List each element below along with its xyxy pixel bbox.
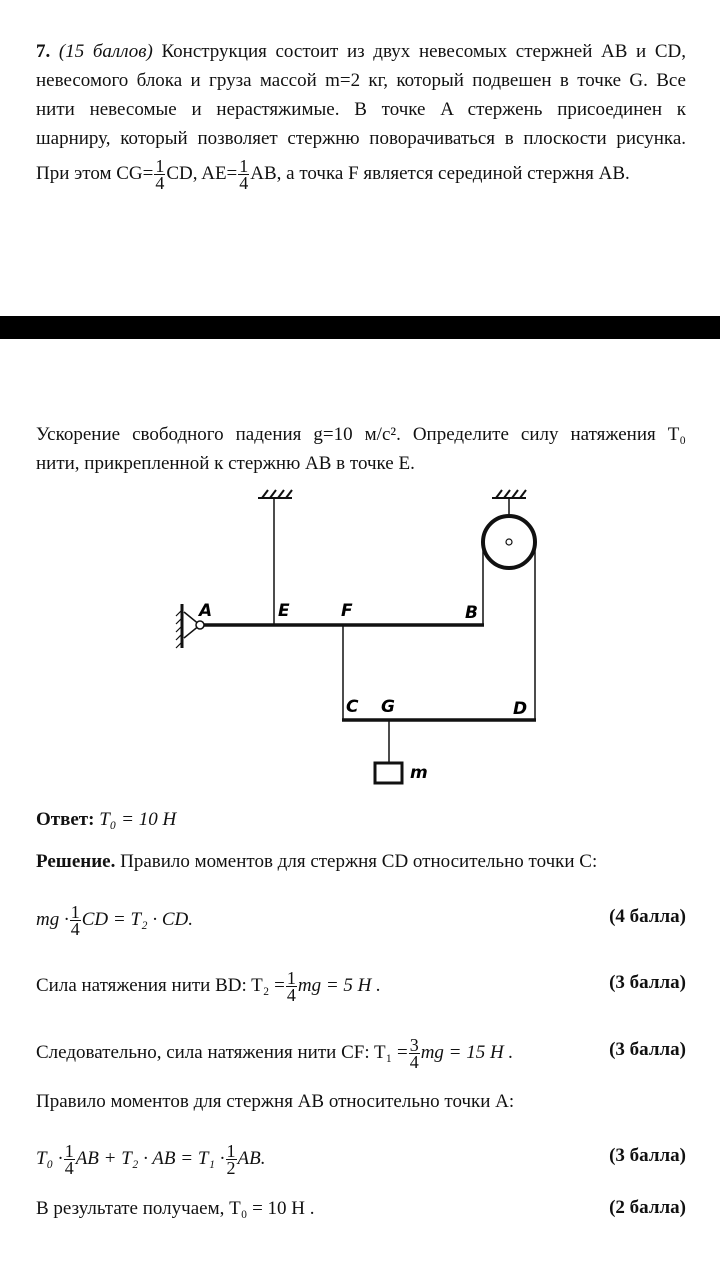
page-separator-band (0, 316, 720, 339)
fraction-cg: $\frac{1}{4}$ (155, 156, 165, 193)
ceiling-left (258, 490, 292, 498)
label-a: A (199, 601, 213, 621)
problem-line-2: невесомого блока и груза массой m=2 кг, который подвешен в точке G. Все (36, 70, 686, 91)
step-5: В результате получаем, T₀ = 10 Н . (36, 1198, 315, 1219)
ceiling-right (492, 490, 526, 498)
equation-4: T₀ · $\frac{1}{4}$ AB + T₂ · AB = T₁ · $\frac{1}{2}$ AB. (36, 1141, 266, 1178)
problem-line-1: 7. (15 баллов) Конструкция состоит из двух невесомых стержней AB и CD, (36, 41, 686, 62)
equation-1: mg · $\frac{1}{4}$ CD = T₂ · CD. (36, 902, 194, 939)
mass-block (375, 763, 402, 783)
fraction-ae: $\frac{1}{4}$ (239, 156, 249, 193)
hinge-a (196, 621, 204, 629)
problem-line-3: нити невесомые и нерастяжимые. В точке A стержень присоединен к (36, 99, 686, 120)
continuation-line-2: нити, прикрепленной к стержню AB в точке E. (36, 453, 415, 474)
continuation-line-1: Ускорение свободного падения g=10 м/с². Определите силу натяжения T₀ (36, 424, 686, 445)
mechanics-diagram (0, 480, 720, 800)
label-e: E (278, 601, 290, 621)
answer-value: T₀ = 10 Н (99, 809, 177, 830)
label-b: B (465, 603, 478, 623)
step-4-intro: Правило моментов для стержня AB относительно точки A: (36, 1091, 515, 1112)
problem-number: 7. (36, 41, 51, 62)
label-g: G (381, 697, 395, 717)
solution-label: Решение. (36, 851, 116, 872)
label-m: m (410, 763, 428, 783)
answer-label: Ответ: (36, 809, 95, 830)
problem-line-5: При этом CG= $\frac{1}{4}$ CD, AE= $\frac{1}{4}$ AB, а точка F является серединой стержня AB. (36, 156, 630, 193)
problem-line-4: шарниру, который позволяет стержню поворачиваться в плоскости рисунка. (36, 128, 686, 149)
step-2: Сила натяжения нити BD: T₂ = $\frac{1}{4}$ mg = 5 Н . (36, 968, 381, 1005)
points-step3: (3 балла) (609, 1039, 686, 1060)
points-eq1: (4 балла) (609, 906, 686, 927)
pulley-axle (506, 539, 512, 545)
solution-intro: Решение. Правило моментов для стержня CD относительно точки C: (36, 851, 598, 872)
label-d: D (513, 699, 528, 719)
label-c: C (346, 697, 359, 717)
answer-line (36, 808, 686, 832)
problem-points: (15 баллов) (58, 41, 153, 62)
step-3: Следовательно, сила натяжения нити CF: T₁ = $\frac{3}{4}$ mg = 15 Н . (36, 1035, 514, 1072)
points-step2: (3 балла) (609, 972, 686, 993)
points-eq4: (3 балла) (609, 1145, 686, 1166)
label-f: F (341, 601, 353, 621)
points-step5: (2 балла) (609, 1197, 686, 1218)
